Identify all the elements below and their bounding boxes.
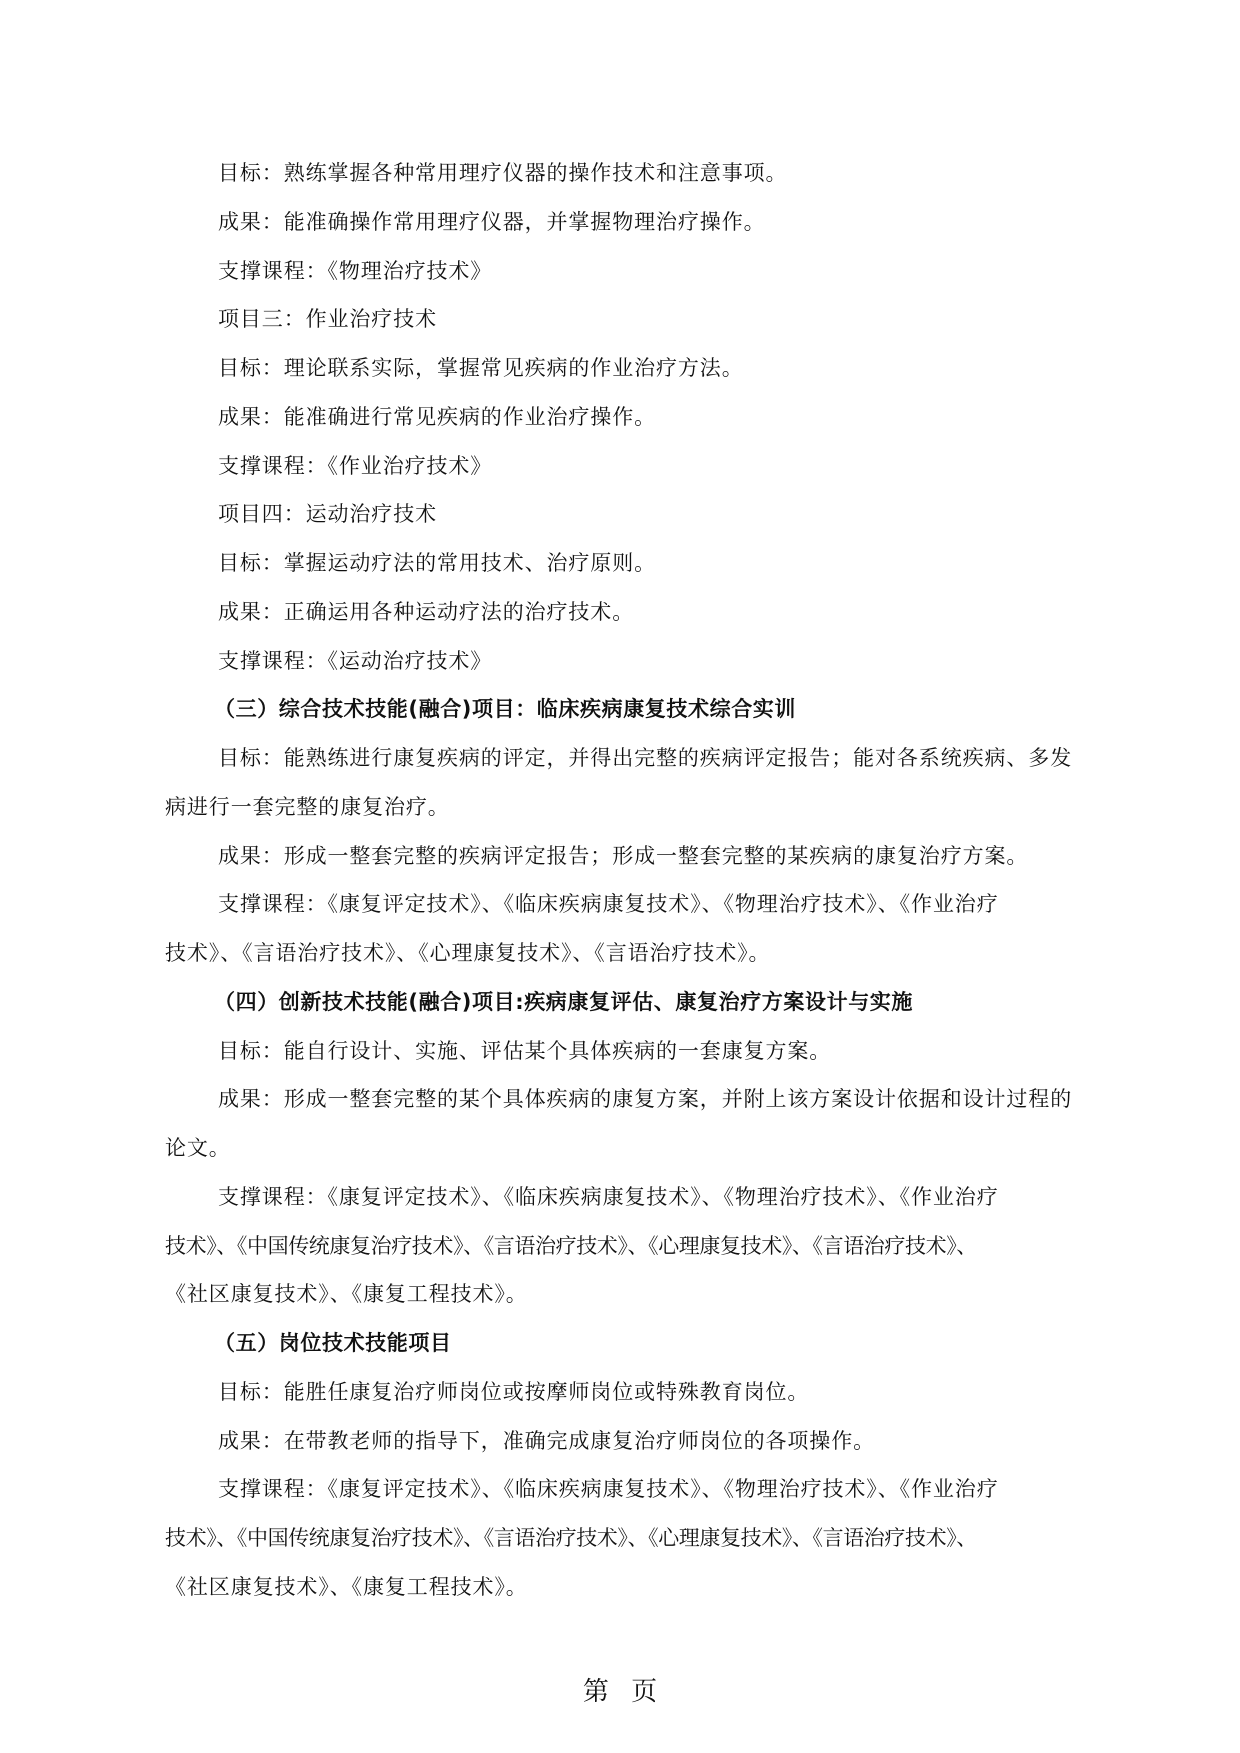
outcome-line: 成果：正确运用各种运动疗法的治疗技术。: [218, 599, 635, 624]
course-line: 支撑课程：《康复评定技术》、《临床疾病康复技术》、《物理治疗技术》、《作业治疗: [218, 1477, 999, 1502]
course-line: 支撑课程：《康复评定技术》、《临床疾病康复技术》、《物理治疗技术》、《作业治疗: [218, 892, 999, 917]
goal-line: 目标：能自行设计、实施、评估某个具体疾病的一套康复方案。: [218, 1038, 832, 1063]
paragraph-continuation: 技术》、《中国传统康复治疗技术》、《言语治疗技术》、《心理康复技术》、《言语治疗技术》、: [165, 1526, 977, 1550]
goal-line: 目标：掌握运动疗法的常用技术、治疗原则。: [218, 551, 656, 575]
course-line: 支撑课程：《运动治疗技术》: [218, 648, 493, 673]
document-body: [0, 149, 1240, 1612]
outcome-line: 成果：形成一整套完整的某个具体疾病的康复方案，并附上该方案设计依据和设计过程的: [218, 1087, 1073, 1112]
page-number-footer: 第 页: [582, 1677, 658, 1707]
paragraph-continuation: 技术》、《中国传统康复治疗技术》、《言语治疗技术》、《心理康复技术》、《言语治疗技术》、: [165, 1233, 977, 1258]
paragraph-continuation: 《社区康复技术》、《康复工程技术》。: [165, 1282, 528, 1307]
course-line: 支撑课程：《物理治疗技术》: [218, 258, 493, 283]
goal-line: 目标：熟练掌握各种常用理疗仪器的操作技术和注意事项。: [218, 161, 788, 185]
goal-line: 目标：能胜任康复治疗师岗位或按摩师岗位或特殊教育岗位。: [218, 1379, 810, 1404]
outcome-line: 成果：能准确进行常见疾病的作业治疗操作。: [218, 404, 656, 429]
paragraph-continuation: 病进行一套完整的康复治疗。: [165, 794, 450, 819]
section-heading: （三）综合技术技能(融合)项目：临床疾病康复技术综合实训: [214, 697, 796, 722]
goal-line: 目标：能熟练进行康复疾病的评定，并得出完整的疾病评定报告；能对各系统疾病、多发: [218, 746, 1073, 770]
course-line: 支撑课程：《作业治疗技术》: [218, 453, 493, 478]
course-line: 支撑课程：《康复评定技术》、《临床疾病康复技术》、《物理治疗技术》、《作业治疗: [218, 1184, 999, 1209]
project-title: 项目三：作业治疗技术: [218, 307, 437, 332]
paragraph-continuation: 技术》、《言语治疗技术》、《心理康复技术》、《言语治疗技术》。: [165, 941, 771, 965]
outcome-line: 成果：能准确操作常用理疗仪器，并掌握物理治疗操作。: [218, 209, 766, 234]
outcome-line: 成果：在带教老师的指导下，准确完成康复治疗师岗位的各项操作。: [218, 1428, 875, 1453]
paragraph-continuation: 《社区康复技术》、《康复工程技术》。: [165, 1574, 528, 1599]
section-heading: （五）岗位技术技能项目: [214, 1331, 452, 1355]
section-heading: （四）创新技术技能(融合)项目:疾病康复评估、康复治疗方案设计与实施: [214, 989, 913, 1014]
goal-line: 目标：理论联系实际，掌握常见疾病的作业治疗方法。: [218, 356, 744, 380]
project-title: 项目四：运动治疗技术: [218, 502, 437, 527]
paragraph-continuation: 论文。: [165, 1136, 231, 1160]
outcome-line: 成果：形成一整套完整的疾病评定报告；形成一整套完整的某疾病的康复治疗方案。: [218, 843, 1029, 868]
